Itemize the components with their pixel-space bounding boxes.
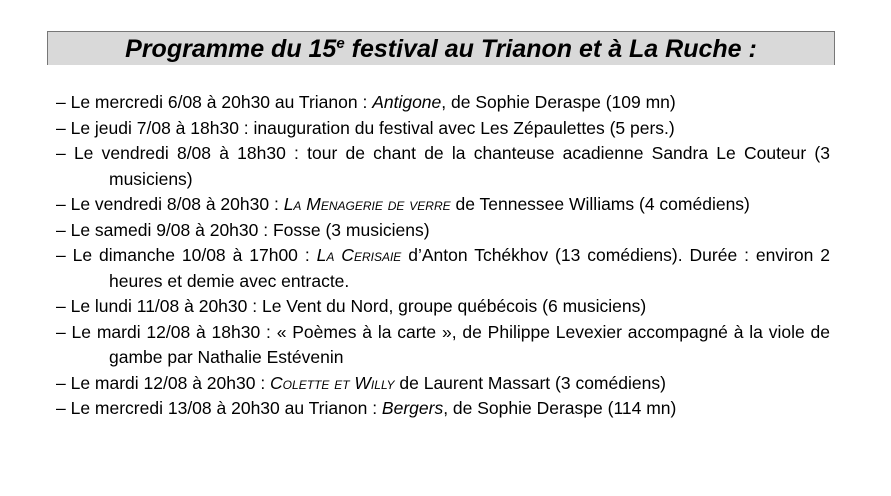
entry-text: – Le vendredi 8/08 à 18h30 : tour de chant de la chanteuse acadienne Sandra Le Couteur (3 musiciens) xyxy=(56,143,830,189)
program-entry-4 xyxy=(56,192,830,218)
entry-text: – Le mardi 12/08 à 18h30 : « Poèmes à la carte », de Philippe Levexier accompagné à la viole de gambe par Nathalie Estévenin xyxy=(56,321,830,367)
page-title xyxy=(125,32,757,66)
entry-text: – Le samedi 9/08 à 20h30 : Fosse (3 musiciens) xyxy=(56,219,430,240)
program-entry-5 xyxy=(56,218,830,244)
entry-text: de Tennessee Williams (4 comédiens) xyxy=(450,194,750,214)
entry-text: , de Sophie Deraspe (114 mn) xyxy=(443,398,677,418)
entry-text: – Le dimanche 10/08 à 17h00 : xyxy=(56,245,317,265)
program-entry-7 xyxy=(56,294,830,320)
work-title: La Cerisaie xyxy=(316,245,402,265)
entry-text: – Le mardi 12/08 à 20h30 : xyxy=(56,372,271,393)
program-entry-1 xyxy=(56,90,830,116)
entry-text: – Le mercredi 6/08 à 20h30 au Trianon : xyxy=(56,92,373,112)
entry-text: – Le jeudi 7/08 à 18h30 : inauguration du festival avec Les Zépaulettes (5 pers.) xyxy=(56,117,675,138)
title-text-start: Programme du 15 xyxy=(125,35,337,63)
program-entry-8 xyxy=(56,320,830,371)
program-list xyxy=(56,90,830,422)
program-entry-2 xyxy=(56,116,830,142)
entry-text: d’Anton Tchékhov (13 comédiens). Durée : environ 2 heures et demie avec entracte. xyxy=(109,245,830,291)
program-entry-9 xyxy=(56,371,830,397)
work-title: Colette et Willy xyxy=(270,372,395,393)
title-superscript: e xyxy=(336,35,345,52)
entry-text: – Le mercredi 13/08 à 20h30 au Trianon : xyxy=(56,398,382,418)
title-banner xyxy=(47,31,835,65)
work-title: La Menagerie de verre xyxy=(283,194,451,214)
entry-text: – Le vendredi 8/08 à 20h30 : xyxy=(56,194,284,214)
work-title: Antigone xyxy=(372,92,442,112)
program-entry-10 xyxy=(56,396,830,422)
program-entry-3 xyxy=(56,141,830,192)
work-title: Bergers xyxy=(381,398,444,418)
title-text-end: festival au Trianon et à La Ruche : xyxy=(344,35,757,63)
program-entry-6 xyxy=(56,243,830,294)
entry-text: , de Sophie Deraspe (109 mn) xyxy=(441,92,676,112)
entry-text: – Le lundi 11/08 à 20h30 : Le Vent du Nord, groupe québécois (6 musiciens) xyxy=(56,296,647,316)
entry-text: de Laurent Massart (3 comédiens) xyxy=(394,372,666,393)
